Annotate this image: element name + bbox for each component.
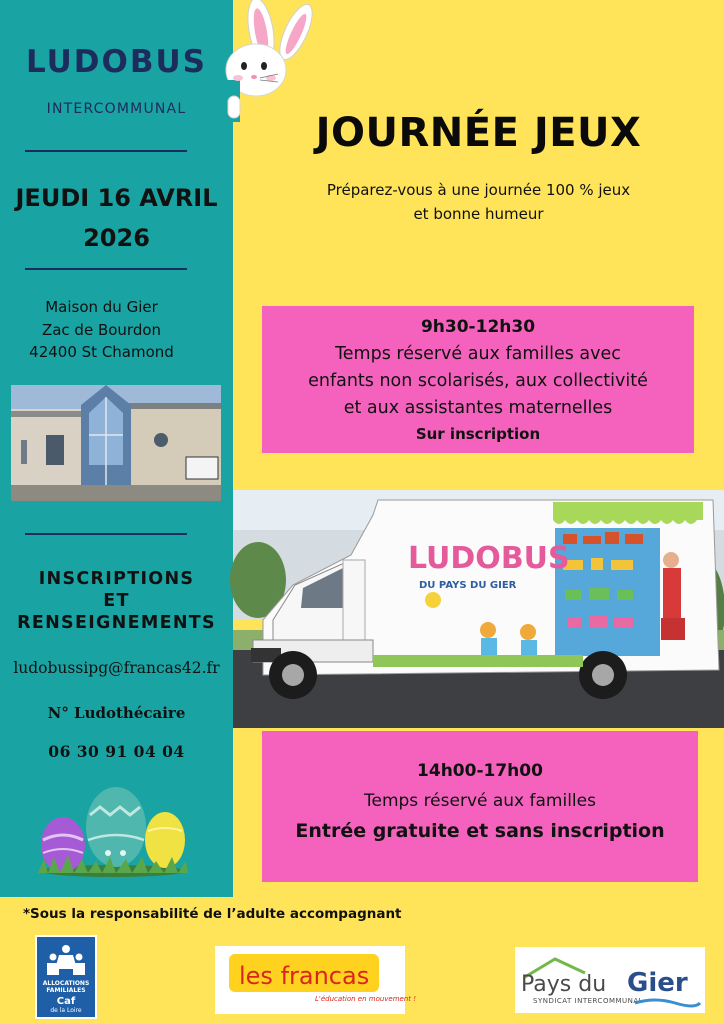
building-photo — [11, 385, 221, 501]
inscriptions-heading — [0, 568, 233, 634]
page-title: JOURNÉE JEUX — [315, 110, 642, 156]
page-subtitle — [233, 178, 724, 226]
address-line: Maison du Gier — [45, 298, 158, 316]
divider — [25, 533, 187, 535]
afternoon-session-box — [262, 731, 698, 882]
bunny-illustration — [216, 0, 316, 122]
subtitle-line: et bonne humeur — [413, 205, 544, 223]
divider — [25, 150, 187, 152]
event-date — [0, 178, 233, 258]
caf-logo — [35, 935, 97, 1019]
left-sidebar — [0, 0, 233, 897]
contact-email[interactable]: ludobussipg@francas42.fr — [13, 659, 220, 677]
afternoon-time: 14h00-17h00 — [417, 761, 543, 781]
contact-phone[interactable]: 06 30 91 04 04 — [48, 742, 185, 761]
venue-address — [0, 296, 203, 364]
subtitle-line: Préparez-vous à une journée 100 % jeux — [326, 181, 631, 199]
truck-logo-text: LUDOBUS — [408, 541, 570, 576]
inscriptions-line: ET — [103, 591, 130, 611]
inscriptions-line: INSCRIPTIONS — [38, 569, 195, 589]
francas-name: les francas — [239, 962, 370, 990]
francas-logo — [215, 946, 417, 1014]
caf-line4: de la Loire — [50, 1007, 82, 1014]
caf-line3: Caf — [56, 996, 76, 1007]
caf-line1: ALLOCATIONS — [42, 980, 90, 987]
morning-description-line: et aux assistantes maternelles — [343, 398, 613, 418]
pays-du-gier-logo — [515, 947, 705, 1013]
address-line: Zac de Bourdon — [41, 320, 162, 339]
footer-note: *Sous la responsabilité de l’adulte accompagnant — [23, 906, 402, 922]
morning-session-box — [262, 306, 694, 453]
ludobus-truck-photo — [233, 490, 724, 728]
afternoon-description: Temps réservé aux familles — [364, 791, 596, 811]
pays-name: Pays du — [521, 972, 607, 997]
morning-description-line: Temps réservé aux familles avec — [335, 344, 621, 364]
caf-line2: FAMILIALES — [46, 987, 86, 994]
inscriptions-line: RENSEIGNEMENTS — [17, 613, 216, 633]
pays-name-gier: Gier — [627, 968, 688, 998]
pays-tagline: SYNDICAT INTERCOMMUNAL — [533, 997, 644, 1005]
morning-description-line: enfants non scolarisés, aux collectivité — [308, 371, 648, 391]
easter-eggs-illustration — [38, 785, 188, 877]
divider — [25, 268, 187, 270]
brand-title: LUDOBUS — [25, 44, 208, 80]
afternoon-free-entry: Entrée gratuite et sans inscription — [295, 820, 665, 842]
francas-tagline: L'éducation en mouvement ! — [315, 995, 417, 1003]
ludothecaire-label: N° Ludothécaire — [47, 704, 186, 722]
event-date-year: 2026 — [83, 224, 150, 252]
truck-logo-subtext: DU PAYS DU GIER — [419, 580, 517, 591]
brand-subtitle: INTERCOMMUNAL — [46, 101, 187, 117]
event-date-day: JEUDI 16 AVRIL — [15, 184, 218, 212]
address-line: 42400 St Chamond — [29, 343, 174, 361]
morning-time: 9h30-12h30 — [420, 317, 536, 337]
morning-inscription-note: Sur inscription — [415, 425, 541, 443]
